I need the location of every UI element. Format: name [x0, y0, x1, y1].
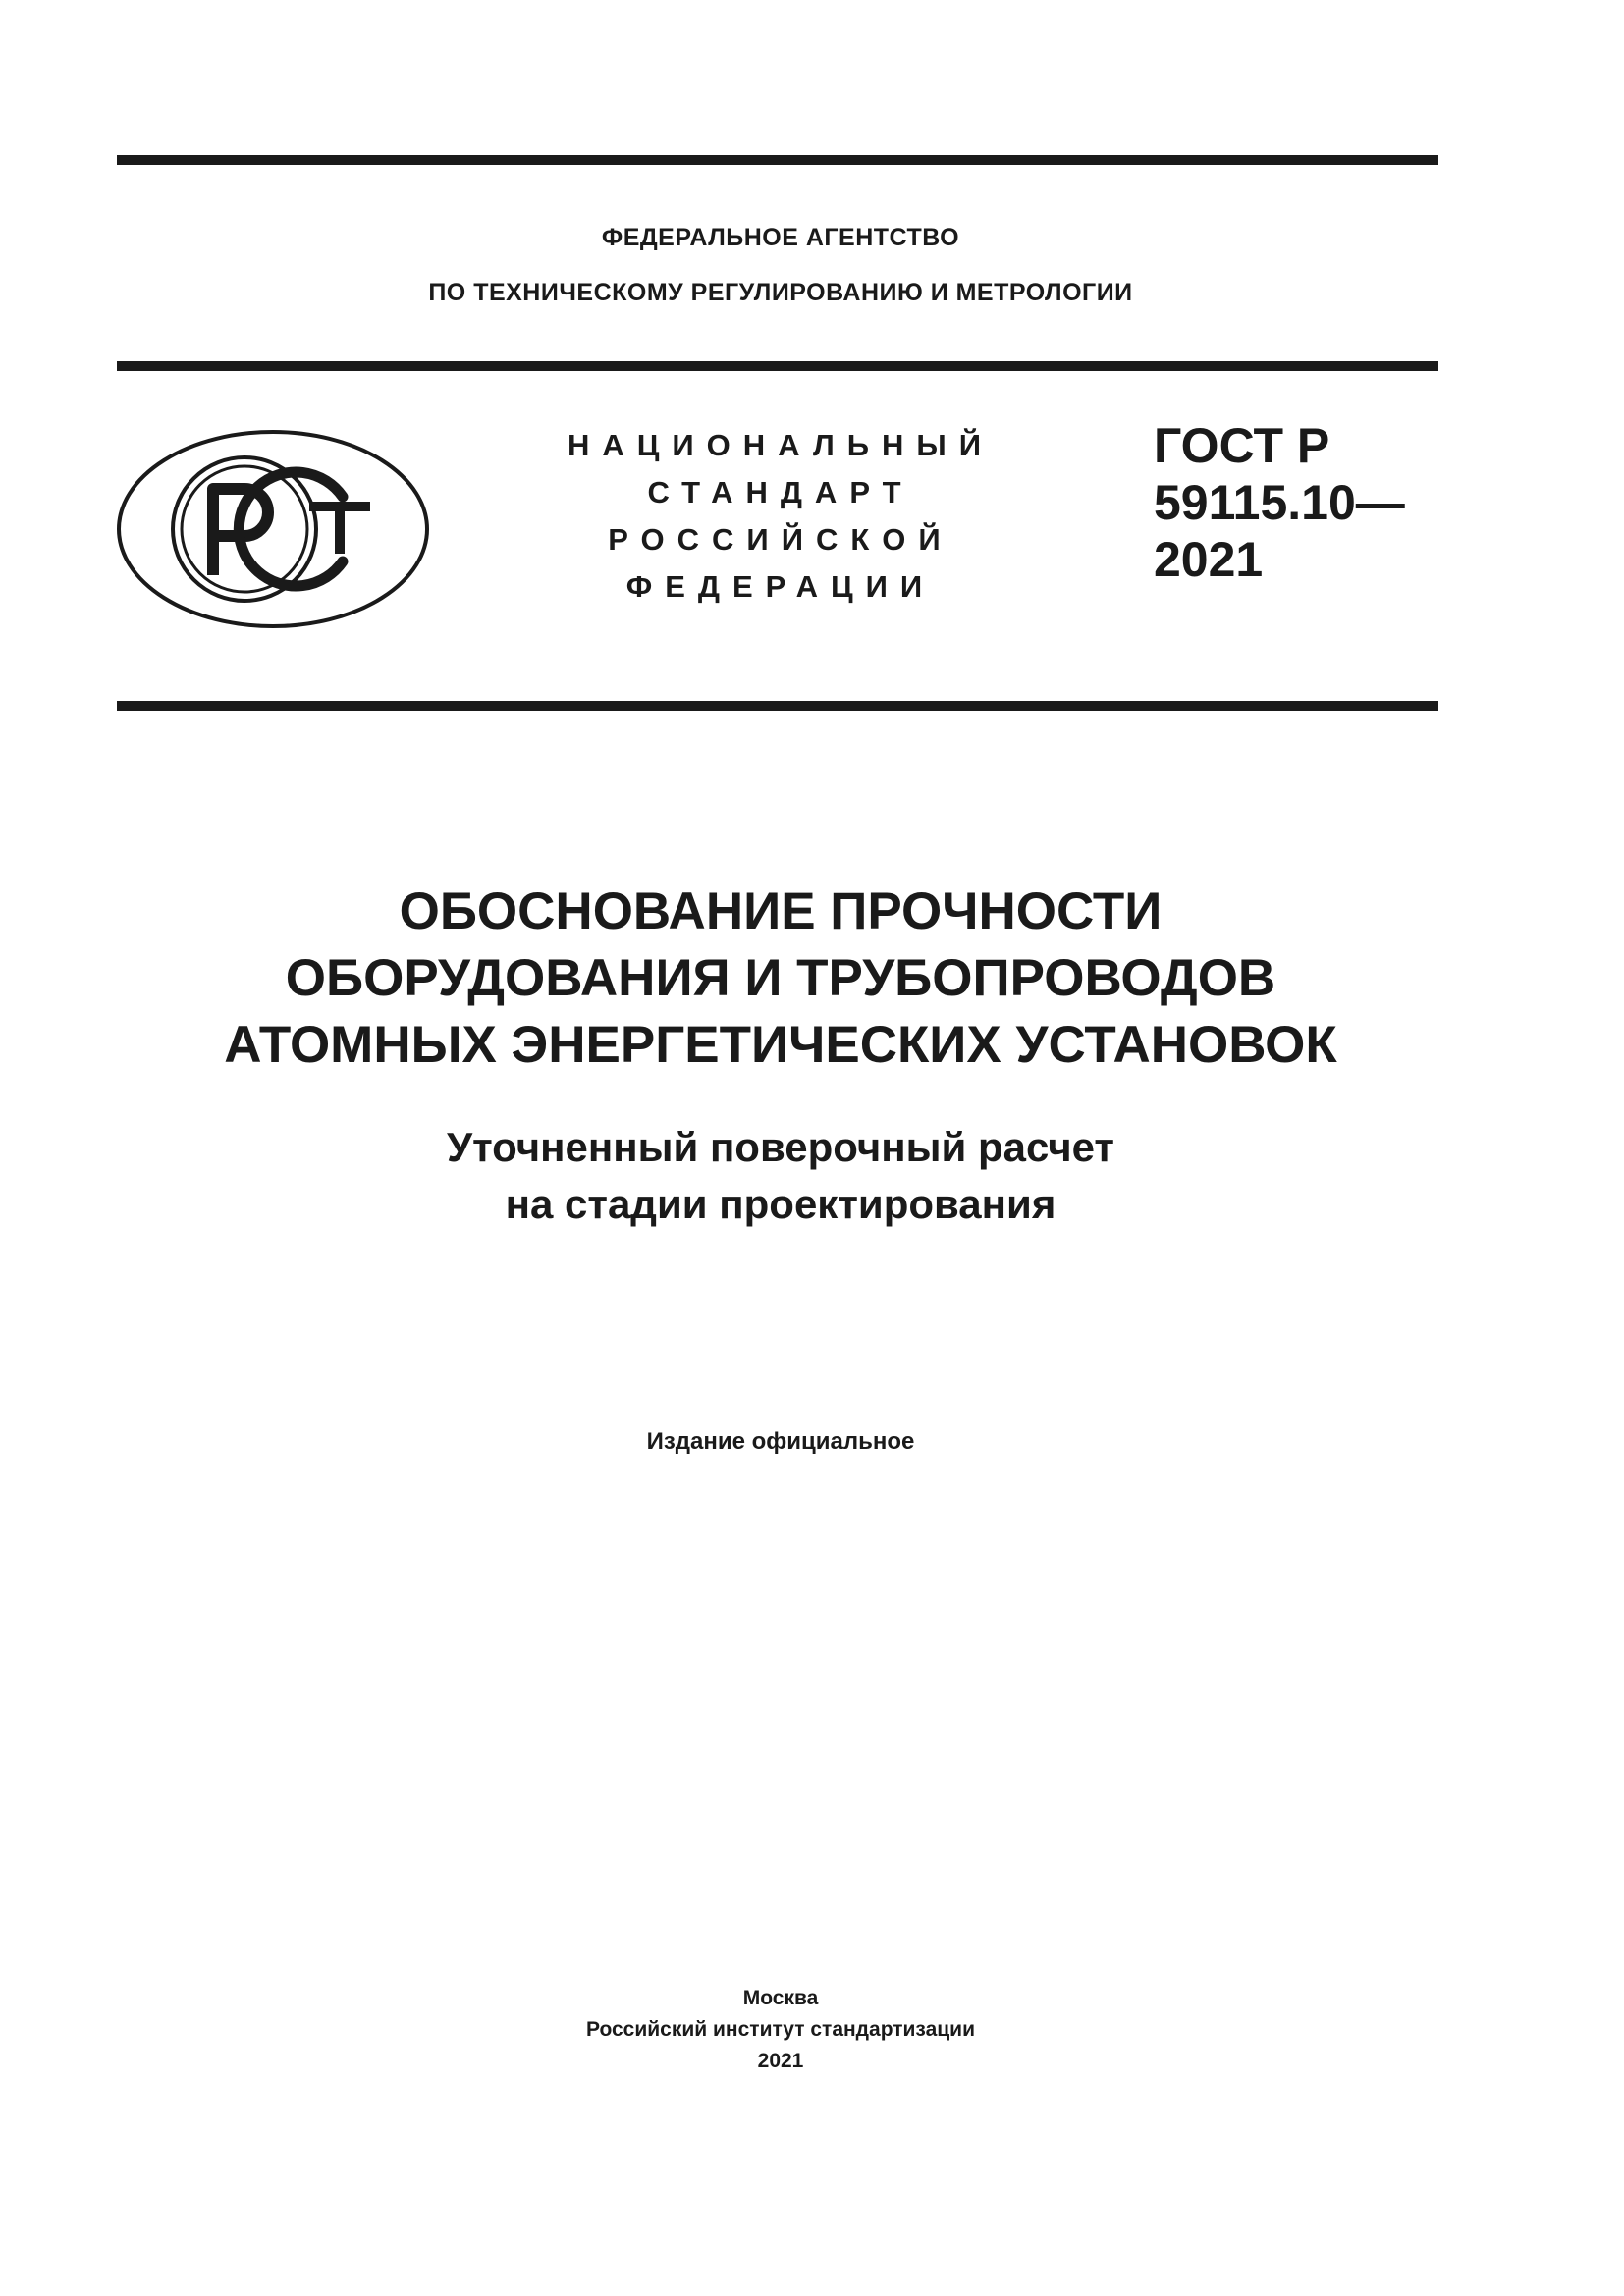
national-standard-line-3: РОССИЙСКОЙ: [608, 522, 953, 557]
national-standard-line-1: НАЦИОНАЛЬНЫЙ: [567, 428, 995, 462]
national-standard-line-2: СТАНДАРТ: [647, 475, 914, 509]
agency-rule: [117, 361, 1438, 371]
imprint-city: Москва: [742, 1987, 819, 2009]
imprint-year: 2021: [757, 2050, 804, 2072]
gost-designation: [1154, 417, 1405, 588]
title-line-1: ОБОСНОВАНИЕ ПРОЧНОСТИ: [399, 882, 1163, 940]
gost-line-2: 59115.10—: [1154, 475, 1405, 530]
agency-line-2: ПО ТЕХНИЧЕСКОМУ РЕГУЛИРОВАНИЮ И МЕТРОЛОГИИ: [428, 279, 1133, 306]
document-subtitle: [0, 1119, 1561, 1233]
rst-logo-icon: [115, 428, 431, 630]
title-line-3: АТОМНЫХ ЭНЕРГЕТИЧЕСКИХ УСТАНОВОК: [224, 1016, 1337, 1074]
gost-line-1: ГОСТ Р: [1154, 418, 1330, 473]
imprint-publisher: Российский институт стандартизации: [585, 2018, 976, 2041]
subtitle-line-1: Уточненный поверочный расчет: [446, 1124, 1115, 1170]
imprint: [0, 1983, 1561, 2077]
gost-line-3: 2021: [1154, 532, 1264, 587]
subtitle-line-2: на стадии проектирования: [505, 1181, 1056, 1227]
national-standard-label: [550, 422, 1011, 611]
title-line-2: ОБОРУДОВАНИЯ И ТРУБОПРОВОДОВ: [285, 949, 1276, 1007]
agency-line-1: ФЕДЕРАЛЬНОЕ АГЕНТСТВО: [601, 224, 960, 251]
edition-label: Издание официальное: [646, 1428, 915, 1455]
national-standard-line-4: ФЕДЕРАЦИИ: [625, 569, 936, 604]
header-bottom-rule: [117, 701, 1438, 711]
document-title: [0, 879, 1561, 1079]
top-rule: [117, 155, 1438, 165]
